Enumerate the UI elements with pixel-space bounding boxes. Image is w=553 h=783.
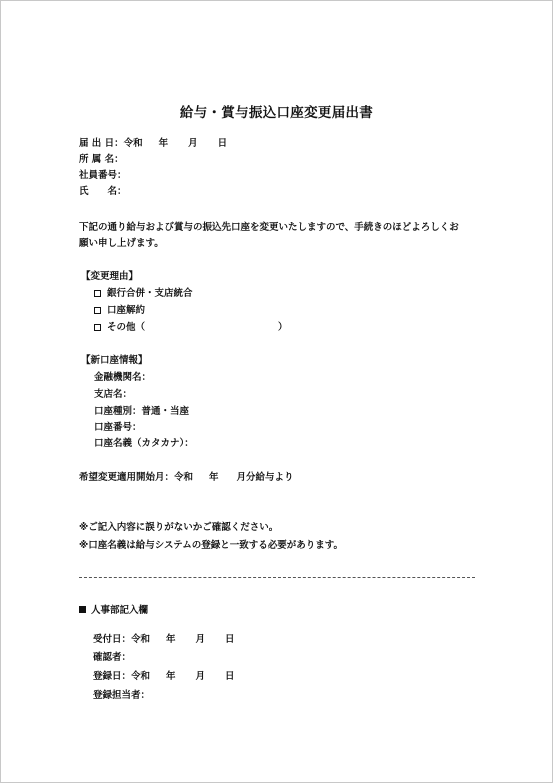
month-text: 月 [195,671,206,682]
checkbox-icon[interactable] [94,324,101,331]
black-square-icon [79,606,86,613]
name-label: 氏 名： [79,186,127,197]
account-number-label: 口座番号： [94,422,142,433]
registered-date-label: 登録日：令和 [93,671,151,682]
employee-number-label: 社員番号： [79,170,127,181]
branch-name-label: 支店名： [94,389,133,400]
intro-line-2: 願い申し上げます。 [79,238,164,249]
registrar-label: 登録担当者： [93,690,151,701]
day-text: 日 [225,634,235,645]
month-text: 月 [188,138,198,149]
document-title: 給与・賞与振込口座変更届出書 [179,105,374,121]
registered-date-row [93,672,235,682]
checkbox-icon[interactable] [94,307,101,314]
hr-section-heading: 人事部記入欄 [91,605,149,616]
account-type-label: 口座種別：普通・当座 [94,406,190,417]
hr-section-heading-row [79,606,148,616]
day-text: 日 [217,138,228,149]
reason-option-label: 銀行合併・支店統合 [107,288,193,299]
submission-date-label: 届 出 日： [79,138,124,149]
account-holder-label: 口座名義（カタカナ）： [94,438,194,449]
reason-heading: 【変更理由】 [81,271,139,282]
reason-option-merger[interactable] [94,289,193,299]
era-text: 令和 [123,138,143,149]
note-line-1: ※ご記入内容に誤りがないかご確認ください。 [79,522,279,533]
apply-year-text: 年 [209,472,219,483]
reason-option-label: 口座解約 [107,305,146,316]
account-heading: 【新口座情報】 [81,355,148,366]
bank-name-label: 金融機関名： [94,372,152,383]
reason-option-other[interactable] [94,323,288,333]
note-line-2: ※口座名義は給与システムの登録と一致する必要があります。 [79,540,344,551]
day-text: 日 [225,671,235,682]
apply-month-row [79,473,294,483]
year-text: 年 [158,138,169,149]
received-date-row [93,635,235,645]
year-text: 年 [166,671,176,682]
intro-line-1: 下記の通り給与および賞与の振込先口座を変更いたしますので、手続きのほどよろしくお [79,222,459,233]
reason-option-label: その他（ ） [107,322,288,333]
month-text: 月 [195,634,206,645]
confirmer-label: 確認者： [93,652,132,663]
cut-line-divider [79,577,475,578]
year-text: 年 [166,634,176,645]
apply-month-label: 希望変更適用開始月：令和 [79,472,194,483]
reason-option-closure[interactable] [94,306,145,316]
apply-month-suffix: 月分給与より [236,472,294,483]
received-date-label: 受付日：令和 [93,634,151,645]
department-label: 所 属 名： [79,154,124,165]
submission-date-row [79,139,227,149]
checkbox-icon[interactable] [94,290,101,297]
